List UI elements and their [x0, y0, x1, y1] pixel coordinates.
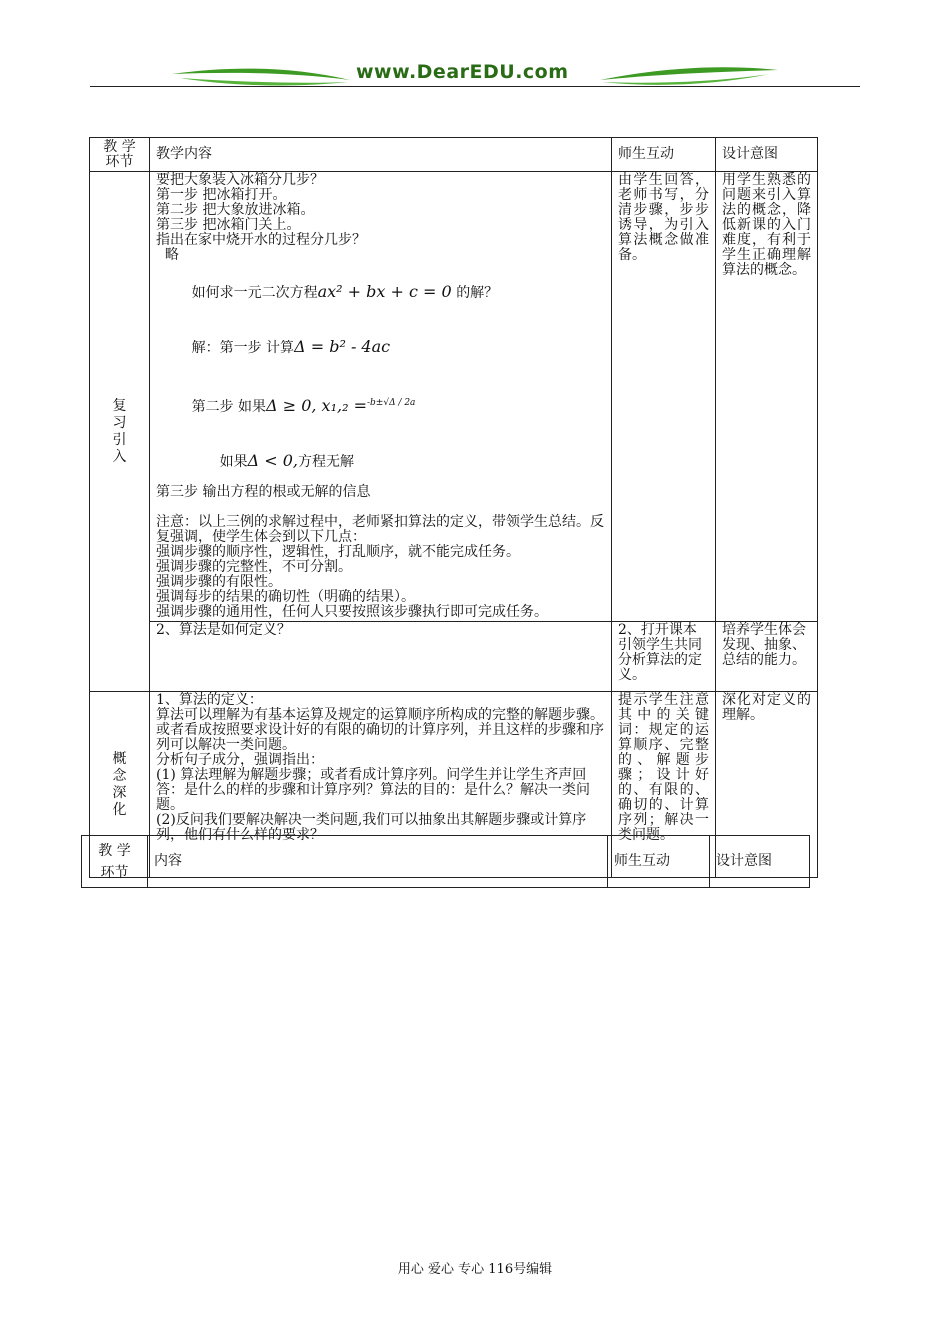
- lesson-table: [89, 137, 818, 878]
- section-review-interaction: 由学生回答，老师书写，分清步骤，步步诱导，为引入算法概念做准备。: [612, 172, 716, 622]
- header-content: 教学内容: [150, 138, 612, 172]
- next-section-table: [81, 835, 810, 888]
- section-review-row2-intent: 培养学生体会发现、抽象、总结的能力。: [716, 622, 818, 692]
- page-footer: 用心 爱心 专心 116号编辑: [397, 1262, 553, 1277]
- section-review-intent: 用学生熟悉的问题来引入算法的概念，降低新课的入门难度，有利于学生正确理解算法的概念。: [716, 172, 818, 622]
- table-header-row: [90, 138, 818, 172]
- section-review-row2-interaction: 2、打开课本引领学生共同分析算法的定义。: [612, 622, 716, 692]
- next-header-content: 内容: [148, 836, 608, 888]
- section-concept-interaction: 提示学生注意其中的关键词：规定的运算顺序、完整的、解题步骤；设计好的、有限的、确切的、计算序列；解决一类问题。: [612, 692, 716, 878]
- header-rule: [90, 86, 860, 87]
- next-header-intent: 设计意图: [710, 836, 810, 888]
- section-review-label: 复习引入: [90, 172, 150, 692]
- next-header-interaction: 师生互动: [608, 836, 710, 888]
- next-table-header-row: [82, 836, 810, 888]
- header-intent: 设计意图: [716, 138, 818, 172]
- header-interaction: 师生互动: [612, 138, 716, 172]
- section-concept-label: 概念深化: [90, 692, 150, 878]
- section-review-row2-content: 2、算法是如何定义？: [150, 622, 612, 692]
- section-review-row-2: [90, 622, 818, 692]
- next-header-stage: 教 学 环节: [82, 836, 148, 888]
- section-review-content: 要把大象装入冰箱分几步？ 第一步 把冰箱打开。 第二步 把大象放进冰箱。 第三步 把冰箱门关上。 指出在家中烧开水的过程分几步？ 略 如何求一元二次方程ax² + bx + c = 0 的解？ 解：第一步 计算Δ = b² - 4ac 第二步 如果Δ ≥ 0, x₁,₂ =$^{-b\pm√\Delta / 2a}$ 如果Δ < 0,方程无解 第三步 输出方程的根或无解的信息 注意：以上三例的求解过程中，老师紧扣算法的定义，带领学生总结。反复强调，使学生体会到以下几点： 强调步骤的顺序性，逻辑性，打乱顺序，就不能完成任务。 强调步骤的完整性，不可分割。 强调步骤的有限性。 强调每步的结果的确切性（明确的结果）。 强调步骤的通用性，任何人只要按照该步骤执行即可完成任务。: [150, 172, 612, 622]
- section-concept-intent: 深化对定义的理解。: [716, 692, 818, 878]
- logo-text: www.DearEDU.com: [356, 61, 569, 83]
- header-stage: 教 学 环节: [90, 138, 150, 172]
- section-review-row: [90, 172, 818, 622]
- section-concept-content: 1、算法的定义： 算法可以理解为有基本运算及规定的运算顺序所构成的完整的解题步骤。或者看成按照要求设计好的有限的确切的计算序列，并且这样的步骤和序列可以解决一类问题。 分析句子成分，强调指出： (1) 算法理解为解题步骤；或者看成计算序列。问学生并让学生齐声回答：是什么的样的步骤和计算序列？算法的目的：是什么？解决一类问题。 (2)反问我们要解决解决一类问题,我们可以抽象出其解题步骤或计算序列，他们有什么样的要求？: [150, 692, 612, 878]
